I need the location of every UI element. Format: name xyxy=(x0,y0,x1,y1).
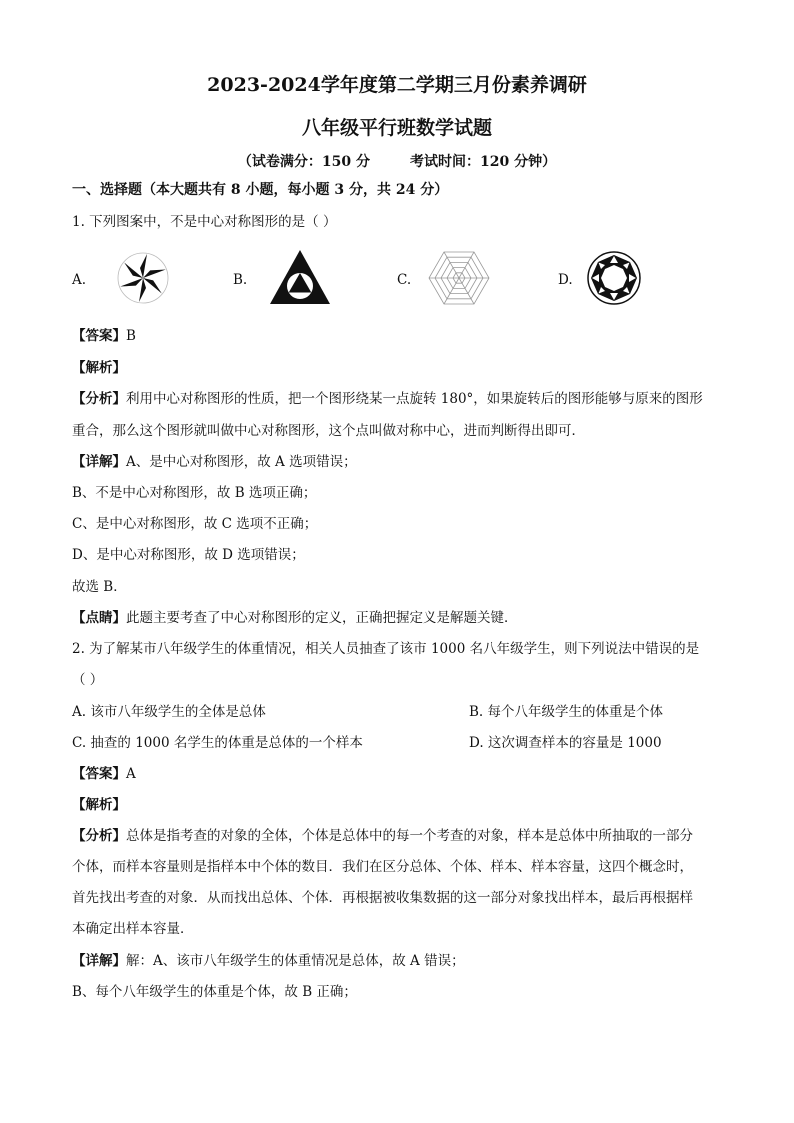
q2-analysis-line4: 本确定出样本容量． xyxy=(72,921,194,937)
q1-conclusion: 故选 B． xyxy=(72,579,127,595)
q1-option-a-label: A. xyxy=(72,272,87,288)
q2-detail-b: B、每个八年级学生的体重是个体，故 B 正确； xyxy=(72,984,357,1000)
q2-analysis-line3: 首先找出考查的对象．从而找出总体、个体．再根据被收集数据的这一部分对象找出样本，最后再根据样 xyxy=(72,890,693,906)
q1-option-c-label: C. xyxy=(397,272,412,288)
exam-subtitle: 八年级平行班数学试题 xyxy=(301,117,492,139)
q1-answer: 【答案】B xyxy=(72,328,136,344)
score-info: （试卷满分：150 分 xyxy=(237,154,370,170)
q2-option-d: D. 这次调查样本的容量是 1000 xyxy=(469,735,662,751)
q1-option-d-label: D. xyxy=(558,272,573,288)
q1-detail-b: B、不是中心对称图形，故 B 选项正确； xyxy=(72,485,317,501)
pinwheel-figure xyxy=(115,250,171,306)
q2-analysis-line1: 【分析】总体是指考查的对象的全体，个体是总体中的每一个考查的对象，样本是总体中所抽取的一部分 xyxy=(72,828,693,844)
q2-options-row2 xyxy=(72,733,732,753)
q1-detail-line1: 【详解】A、是中心对称图形，故 A 选项错误； xyxy=(72,454,357,470)
q1-stem: 1. 下列图案中，不是中心对称图形的是（ ） xyxy=(72,214,337,230)
q2-options-row1 xyxy=(72,702,732,722)
q1-detail-c: C、是中心对称图形，故 C 选项不正确； xyxy=(72,516,318,532)
q2-answer: 【答案】A xyxy=(72,766,136,782)
q1-detail-d: D、是中心对称图形，故 D 选项错误； xyxy=(72,547,305,563)
q2-analysis-line2: 个体，而样本容量则是指样本中个体的数目．我们在区分总体、个体、样本、样本容量，这四个概念时， xyxy=(72,859,693,875)
exam-info xyxy=(0,151,794,171)
q2-paren: （ ） xyxy=(72,672,104,688)
q2-detail-line1: 【详解】解：A、该市八年级学生的体重情况是总体，故 A 错误； xyxy=(72,953,465,969)
time-info: 考试时间：120 分钟） xyxy=(410,154,557,170)
q2-option-b: B. 每个八年级学生的体重是个体 xyxy=(469,704,664,720)
q2-jiexi-heading: 【解析】 xyxy=(72,797,126,813)
triangle-circle-figure xyxy=(268,248,332,306)
q2-option-c: C. 抽查的 1000 名学生的体重是总体的一个样本 xyxy=(72,735,363,751)
q1-analysis-line1: 【分析】利用中心对称图形的性质，把一个图形绕某一点旋转 180°，如果旋转后的图形能够与原来的图形 xyxy=(72,391,703,407)
q1-analysis-line2: 重合，那么这个图形就叫做中心对称图形，这个点叫做对称中心，进而判断得出即可． xyxy=(72,423,585,439)
q1-answer-value: B xyxy=(126,328,136,344)
star-ring-figure xyxy=(586,250,642,306)
q2-option-a: A. 该市八年级学生的全体是总体 xyxy=(72,704,266,720)
section-heading: 一、选择题（本大题共有 8 小题，每小题 3 分，共 24 分） xyxy=(72,182,449,198)
q1-option-b-label: B. xyxy=(233,272,248,288)
exam-title: 2023-2024学年度第二学期三月份素养调研 xyxy=(207,74,587,96)
q1-comment: 【点睛】此题主要考查了中心对称图形的定义，正确把握定义是解题关键． xyxy=(72,610,518,626)
hexagon-web-figure xyxy=(428,250,490,306)
q2-stem: 2. 为了解某市八年级学生的体重情况，相关人员抽查了该市 1000 名八年级学生，则下列说法中错误的是 xyxy=(72,641,700,657)
q1-jiexi-heading: 【解析】 xyxy=(72,360,126,376)
q2-answer-value: A xyxy=(126,766,136,782)
